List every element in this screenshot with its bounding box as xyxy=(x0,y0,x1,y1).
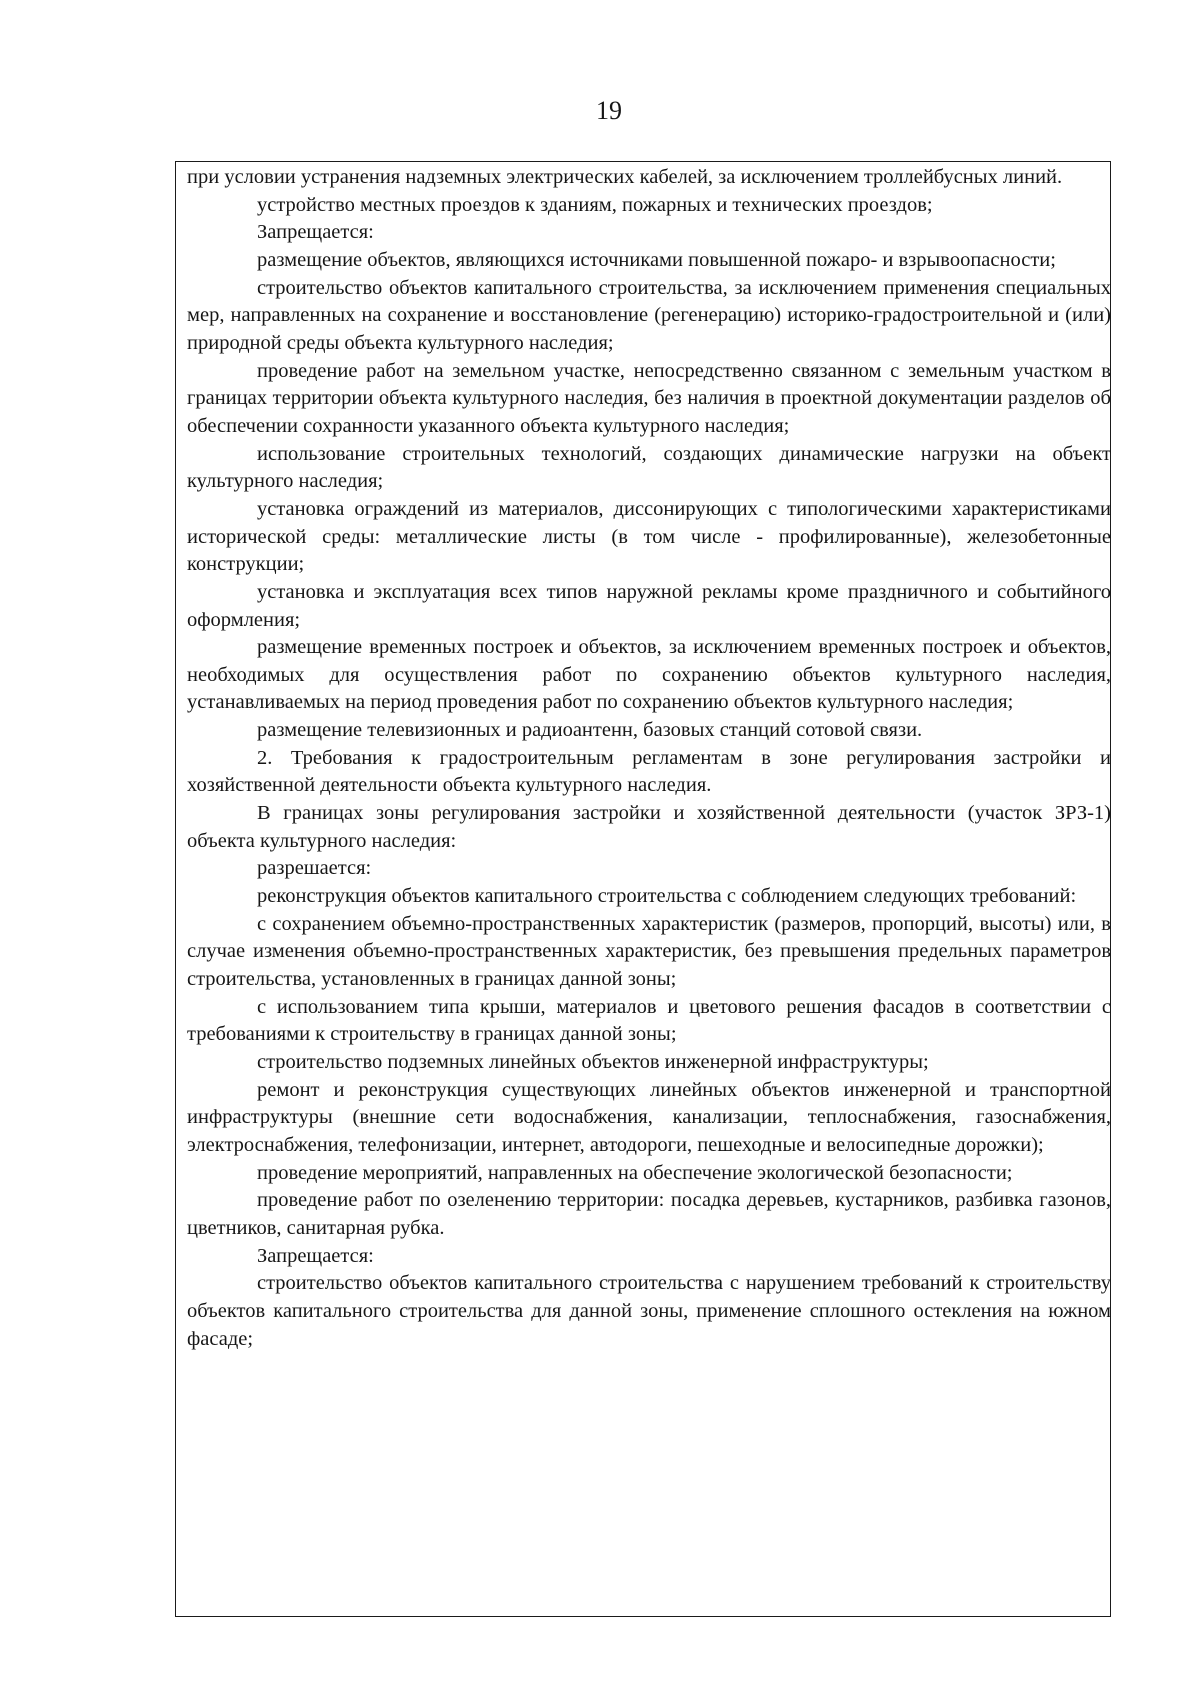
paragraph: установка ограждений из материалов, диссонирующих с типологическими характеристиками исторической среды: металлические листы (в том числе - профилированные), железобетонные конструкции; xyxy=(187,497,1111,576)
paragraph: размещение объектов, являющихся источниками повышенной пожаро- и взрывоопасности; xyxy=(257,248,1056,271)
paragraph: с сохранением объемно-пространственных характеристик (размеров, пропорций, высоты) или, в случае изменения объемно-пространственных характеристик, без превышения предельных параметров строительства, установленных в границах данной зоны; xyxy=(187,912,1111,991)
paragraph: строительство подземных линейных объектов инженерной инфраструктуры; xyxy=(257,1051,929,1073)
paragraph: Запрещается: xyxy=(257,1244,374,1267)
page-number: 19 xyxy=(596,96,622,125)
paragraph: установка и эксплуатация всех типов наружной рекламы кроме праздничного и событийного оформления; xyxy=(187,580,1111,631)
paragraph: строительство объектов капитального строительства, за исключением применения специальных мер, направленных на сохранение и восстановление (регенерацию) историко-градостроительной и (или) природной среды объекта культурного наследия; xyxy=(187,276,1111,354)
paragraph: размещение телевизионных и радиоантенн, базовых станций сотовой связи. xyxy=(257,719,923,742)
paragraph: использование строительных технологий, создающих динамические нагрузки на объект культурного наследия; xyxy=(187,442,1111,493)
paragraph: проведение мероприятий, направленных на обеспечение экологической безопасности; xyxy=(257,1161,1013,1184)
paragraph: Запрещается: xyxy=(257,221,374,244)
paragraph: ремонт и реконструкция существующих линейных объектов инженерной и транспортной инфраструктуры (внешние сети водоснабжения, канализации, теплоснабжения, газоснабжения, электроснабжения, телефонизации, интернет, автодороги, пешеходные и велосипедные дорожки); xyxy=(187,1078,1111,1156)
paragraph: строительство объектов капитального строительства с нарушением требований к строительству объектов капитального строительства для данной зоны, применение сплошного остекления на южном фасаде; xyxy=(187,1272,1111,1350)
paragraph: 2. Требования к градостроительным регламентам в зоне регулирования застройки и хозяйственной деятельности объекта культурного наследия. xyxy=(187,746,1111,797)
paragraph: размещение временных построек и объектов, за исключением временных построек и объектов, необходимых для осуществления работ по сохранению объектов культурного наследия, устанавливаемых на период проведения работ по сохранению объектов культурного наследия; xyxy=(187,636,1111,714)
paragraph: реконструкция объектов капитального строительства с соблюдением следующих требований: xyxy=(257,885,1077,908)
paragraph: проведение работ на земельном участке, непосредственно связанном с земельным участком в границах территории объекта культурного наследия, без наличия в проектной документации разделов об обеспечении сохранности указанного объекта культурного наследия; xyxy=(187,359,1111,437)
paragraph: устройство местных проездов к зданиям, пожарных и технических проездов; xyxy=(257,193,933,216)
paragraph: В границах зоны регулирования застройки и хозяйственной деятельности (участок ЗРЗ-1) объекта культурного наследия: xyxy=(187,802,1111,852)
paragraph: при условии устранения надземных электрических кабелей, за исключением троллейбусных линий. xyxy=(187,166,1063,188)
paragraph: разрешается: xyxy=(257,857,372,880)
paragraph: проведение работ по озеленению территории: посадка деревьев, кустарников, разбивка газонов, цветников, санитарная рубка. xyxy=(187,1189,1111,1239)
paragraph: с использованием типа крыши, материалов и цветового решения фасадов в соответствии с требованиями к строительству в границах данной зоны; xyxy=(187,995,1111,1046)
document-body xyxy=(187,164,1111,1353)
